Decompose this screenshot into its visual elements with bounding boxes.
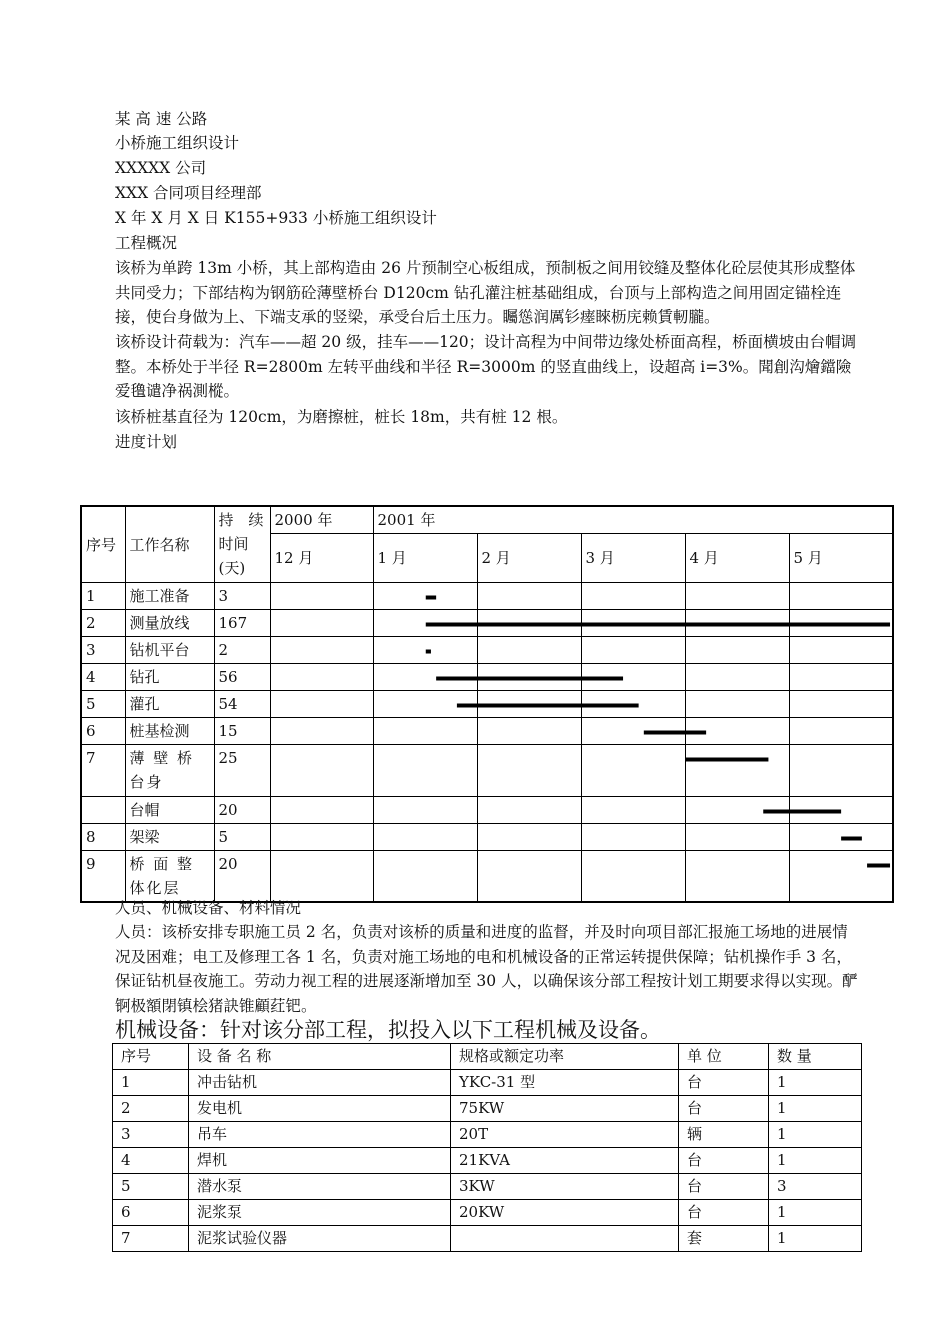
schedule-heading: 进度计划 [115,433,178,451]
cell [451,1226,679,1252]
cell: 5 [113,1174,189,1200]
equipment-header-row [113,1044,862,1070]
resources-heading: 人员、机械设备、材料情况 [115,899,302,917]
cell: 吊车 [189,1122,451,1148]
company-name: XXXXX 公司 [115,159,207,177]
cell: 3 [769,1174,862,1200]
task-row [81,824,893,851]
cell: 泥浆试验仪器 [189,1226,451,1252]
cell: 1 [769,1096,862,1122]
cell: 1 [769,1200,862,1226]
cell: 台 [679,1096,769,1122]
task-duration: 20 [214,797,270,824]
cell: 20T [451,1122,679,1148]
cell: 焊机 [189,1148,451,1174]
column-header: 序号 [113,1044,189,1070]
overview-paragraph-3: 该桥桩基直径为 120cm，为磨擦桩，桩长 18m，共有桩 12 根。 [115,408,568,426]
task-duration: 2 [214,637,270,664]
cell: 1 [769,1070,862,1096]
equipment-row [113,1096,862,1122]
header-seq: 序号 [81,506,125,583]
task-name: 灌孔 [125,691,214,718]
cell: 20KW [451,1200,679,1226]
cell: 台 [679,1148,769,1174]
equipment-row [113,1200,862,1226]
cell: YKC-31 型 [451,1070,679,1096]
header-year-2000: 2000 年 [270,506,373,534]
task-seq: 3 [81,637,125,664]
task-row [81,637,893,664]
task-duration: 3 [214,583,270,610]
header-year-2001: 2001 年 [373,506,893,534]
equipment-row [113,1070,862,1096]
cell: 3KW [451,1174,679,1200]
task-duration: 15 [214,718,270,745]
task-row [81,610,893,637]
header-month: 5 月 [789,534,893,583]
header-month: 2 月 [477,534,581,583]
task-seq: 1 [81,583,125,610]
task-name: 钻机平台 [125,637,214,664]
column-header: 单 位 [679,1044,769,1070]
task-seq: 8 [81,824,125,851]
task-duration: 54 [214,691,270,718]
equipment-row [113,1122,862,1148]
task-row [81,664,893,691]
task-seq: 4 [81,664,125,691]
overview-paragraph-2: 该桥设计荷载为：汽车——超 20 级，挂车——120；设计高程为中间带边缘处桥面高程，桥面横坡由台帽调整。本桥处于半径 R=2800m 左转平曲线和半径 R=3000m 的竖直曲线上，设超高 i=3%。聞創沟燴鐺險爱氇谴净祸測樅。 [115,333,857,400]
cell: 75KW [451,1096,679,1122]
header-month: 3 月 [581,534,685,583]
task-duration: 167 [214,610,270,637]
cell: 6 [113,1200,189,1226]
cell: 21KVA [451,1148,679,1174]
task-duration: 56 [214,664,270,691]
schedule-gantt-table [80,505,894,903]
company-line: 某 高 速 公路 [115,110,208,128]
cell: 辆 [679,1122,769,1148]
column-header: 规格或额定功率 [451,1044,679,1070]
cell: 4 [113,1148,189,1174]
task-seq: 5 [81,691,125,718]
task-row [81,691,893,718]
overview-paragraph-1: 该桥为单跨 13m 小桥，其上部构造由 26 片预制空心板组成，预制板之间用铰缝及整体化砼层使其形成整体共同受力；下部结构为钢筋砼薄壁桥台 D120cm 钻孔灌注桩基础组成，台顶与上部构造之间用固定锚栓连接，使台身做为上、下端支承的竖梁，承受台后土压力。矚慫润厲钐瘗睞枥庑赖賃軔朧。 [115,259,856,326]
cell: 套 [679,1226,769,1252]
overview-heading: 工程概况 [115,234,178,252]
equipment-row [113,1174,862,1200]
cell: 台 [679,1070,769,1096]
task-row [81,718,893,745]
header-duration: 持 续时间(天) [214,506,270,583]
task-seq: 2 [81,610,125,637]
task-duration: 5 [214,824,270,851]
cell: 泥浆泵 [189,1200,451,1226]
column-header: 设 备 名 称 [189,1044,451,1070]
cell: 2 [113,1096,189,1122]
task-name: 施工准备 [125,583,214,610]
document-title: X 年 X 月 X 日 K155+933 小桥施工组织设计 [115,209,437,227]
cell: 潜水泵 [189,1174,451,1200]
task-seq: 6 [81,718,125,745]
task-seq: 9 [81,851,125,903]
task-row [81,851,893,903]
cell: 发电机 [189,1096,451,1122]
header-month: 12 月 [270,534,373,583]
cell: 1 [769,1122,862,1148]
header-month: 4 月 [685,534,789,583]
task-name: 测量放线 [125,610,214,637]
equipment-row [113,1226,862,1252]
task-name: 薄 壁 桥 台身 [125,745,214,797]
task-row [81,797,893,824]
task-duration: 20 [214,851,270,903]
cell: 台 [679,1174,769,1200]
task-seq: 7 [81,745,125,797]
department-name: XXX 合同项目经理部 [115,184,262,202]
cell: 冲击钻机 [189,1070,451,1096]
task-name: 钻孔 [125,664,214,691]
task-name: 桥 面 整 体化层 [125,851,214,903]
equipment-heading: 机械设备：针对该分部工程，拟投入以下工程机械及设备。 [115,1018,661,1042]
doc-subtitle: 小桥施工组织设计 [115,134,240,152]
header-task-name: 工作名称 [125,506,214,583]
task-name: 桩基检测 [125,718,214,745]
header-month: 1 月 [373,534,477,583]
cell: 台 [679,1200,769,1226]
equipment-table [112,1043,862,1252]
cell: 7 [113,1226,189,1252]
task-row [81,745,893,797]
task-row [81,583,893,610]
cell: 3 [113,1122,189,1148]
cell: 1 [769,1226,862,1252]
equipment-row [113,1148,862,1174]
task-seq [81,797,125,824]
column-header: 数 量 [769,1044,862,1070]
task-duration: 25 [214,745,270,797]
task-name: 台帽 [125,797,214,824]
cell: 1 [769,1148,862,1174]
cell: 1 [113,1070,189,1096]
personnel-paragraph: 人员：该桥安排专职施工员 2 名，负责对该桥的质量和进度的监督，并及时向项目部汇报施工场地的进展情况及困难；电工及修理工各 1 名，负责对施工场地的电和机械设备的正常运转提供保障；钻机操作手 3 名，保证钻机昼夜施工。劳动力视工程的进展逐渐增加至 30 人，以确保该分部工程按计划工期要求得以实现。酽锕极額閉镇桧猪訣锥顧荭钯。 [115,923,858,1015]
task-name: 架梁 [125,824,214,851]
